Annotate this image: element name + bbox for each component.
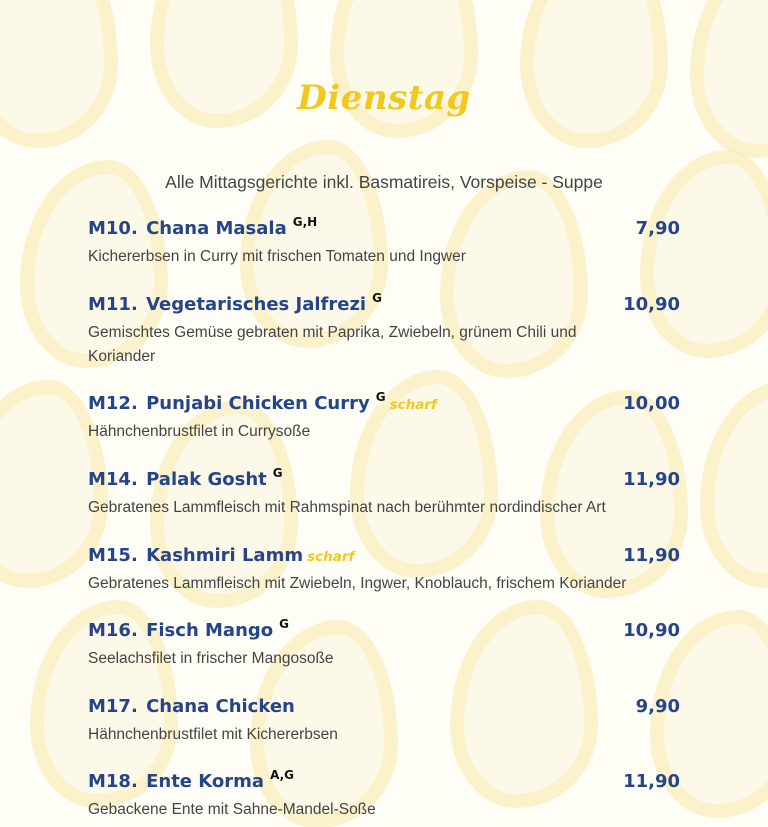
dish-price: 11,90 <box>623 545 680 566</box>
dish-code: M12. <box>88 393 138 414</box>
allergen-codes: G <box>372 291 382 305</box>
dish-description: Gebratenes Lammfleisch mit Zwiebeln, Ingwer, Knoblauch, frischem Koriander <box>88 575 627 592</box>
dish-title: Punjabi Chicken Curry <box>146 393 370 414</box>
dish-code: M11. <box>88 294 138 315</box>
dish-price: 10,00 <box>623 393 680 414</box>
dish-code: M16. <box>88 620 138 641</box>
allergen-codes: A,G <box>270 768 294 782</box>
dish-name <box>88 393 370 414</box>
dish-name <box>88 620 273 641</box>
menu-item <box>88 390 680 444</box>
dish-price: 7,90 <box>635 218 680 239</box>
dish-name <box>88 545 303 566</box>
dish-title: Ente Korma <box>146 771 265 792</box>
allergen-codes: G <box>272 466 283 480</box>
dish-name <box>88 218 287 239</box>
dish-code: M14. <box>88 469 138 490</box>
spicy-label: scharf <box>389 397 437 413</box>
menu-item <box>88 768 680 822</box>
dish-title: Chana Chicken <box>146 696 295 717</box>
allergen-codes: G <box>375 390 386 404</box>
spicy-label: scharf <box>307 549 355 565</box>
dish-name <box>88 696 295 717</box>
menu-item <box>88 215 680 269</box>
dish-code: M18. <box>88 771 138 792</box>
dish-name <box>88 294 366 315</box>
dish-title: Palak Gosht <box>146 469 267 490</box>
dish-code: M17. <box>88 696 138 717</box>
menu-item <box>88 466 680 520</box>
menu-subtitle: Alle Mittagsgerichte inkl. Basmatireis, Vorspeise - Suppe <box>165 172 603 192</box>
dish-title: Fisch Mango <box>146 620 274 641</box>
dish-code: M15. <box>88 545 138 566</box>
dish-price: 10,90 <box>623 294 680 315</box>
dish-name <box>88 771 264 792</box>
menu-item <box>88 617 680 671</box>
dish-description: Gemischtes Gemüse gebraten mit Paprika, Zwiebeln, grünem Chili und Koriander <box>88 324 577 365</box>
dish-description: Gebratenes Lammfleisch mit Rahmspinat nach berühmter nordindischer Art <box>88 499 606 516</box>
dish-price: 10,90 <box>623 620 680 641</box>
dish-price: 11,90 <box>623 771 680 792</box>
dish-name <box>88 469 267 490</box>
allergen-codes: G,H <box>292 215 318 229</box>
dish-price: 9,90 <box>635 696 680 717</box>
allergen-codes: G <box>279 617 290 631</box>
dish-description: Seelachsfilet in frischer Mangosoße <box>88 650 334 667</box>
dish-title: Kashmiri Lamm <box>146 545 304 566</box>
dish-description: Hähnchenbrustfilet mit Kichererbsen <box>88 726 338 743</box>
dish-code: M10. <box>88 218 138 239</box>
menu-item <box>88 545 680 596</box>
menu-item <box>88 291 680 369</box>
menu-item <box>88 696 680 747</box>
day-title: Dienstag <box>297 78 471 118</box>
dish-description: Kichererbsen in Curry mit frischen Tomaten und Ingwer <box>88 248 466 265</box>
dish-description: Hähnchenbrustfilet in Currysoße <box>88 423 311 440</box>
dish-title: Chana Masala <box>146 218 287 239</box>
dish-price: 11,90 <box>623 469 680 490</box>
dish-title: Vegetarisches Jalfrezi <box>146 294 367 315</box>
dish-description: Gebackene Ente mit Sahne-Mandel-Soße <box>88 801 376 818</box>
